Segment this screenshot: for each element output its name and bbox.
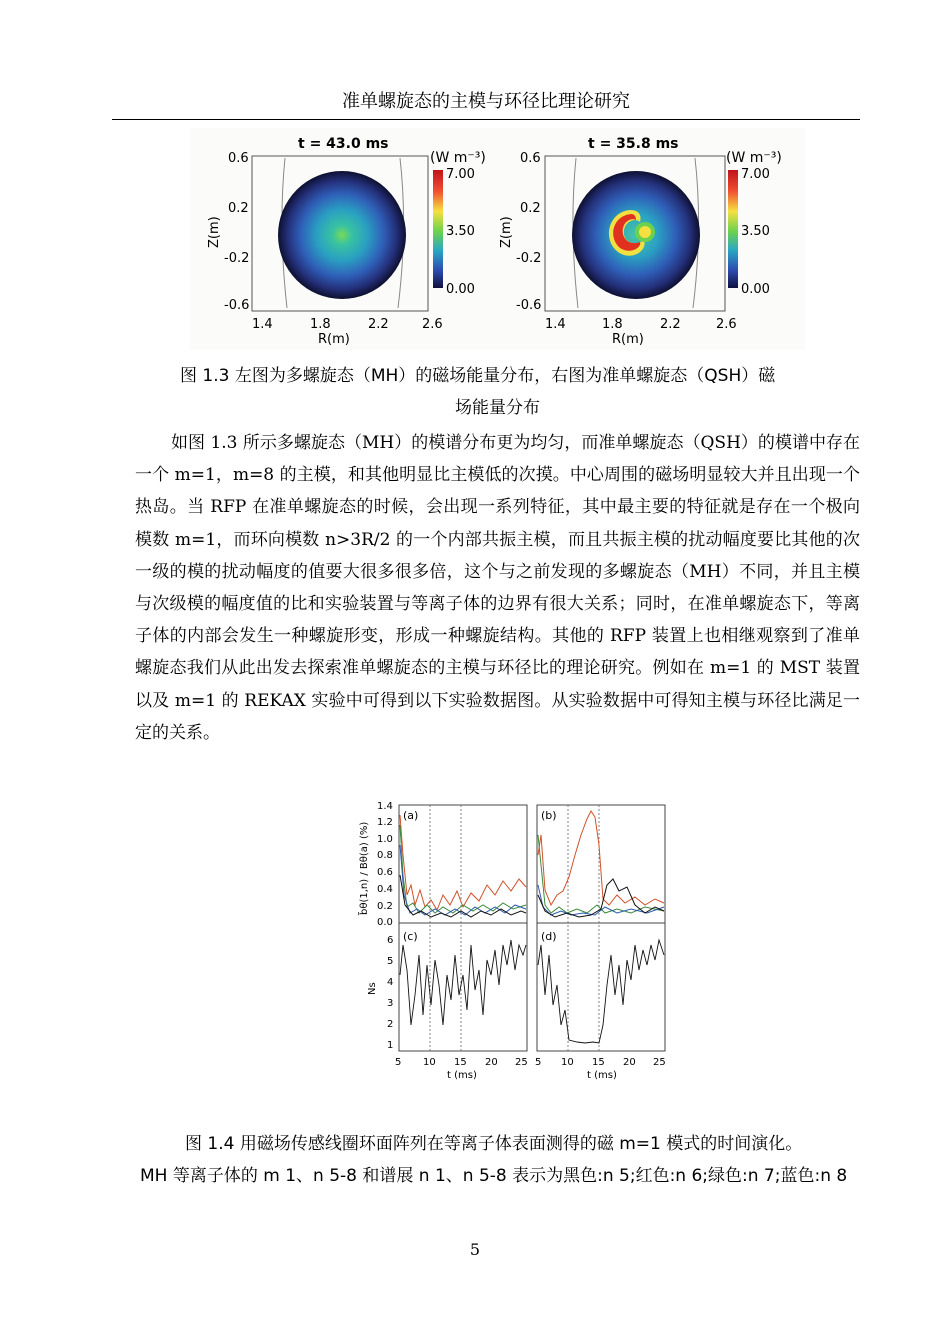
figure-1-4-caption: 图 1.4 用磁场传感线圈环面阵列在等离子体表面测得的磁 m=1 模式的时间演化。 <box>185 1134 803 1154</box>
xtick: 2.2 <box>368 317 389 332</box>
mh-time-label: t = 43.0 ms <box>298 136 389 152</box>
xtick: 2.2 <box>660 317 681 332</box>
ytick: 0.6 <box>228 151 249 166</box>
colorbar-unit: (W m⁻³) <box>726 150 782 166</box>
ytick-bottom: 6 <box>387 935 394 946</box>
panel-label-b: (b) <box>541 809 557 822</box>
figure-1-3 <box>190 128 805 350</box>
colorbar-tick: 0.00 <box>741 282 770 297</box>
header-rule <box>112 119 860 120</box>
x-axis-label: R(m) <box>612 332 644 347</box>
xtick: 1.8 <box>602 317 623 332</box>
panel-label-d: (d) <box>541 930 557 943</box>
ytick-top: 0.4 <box>377 884 393 895</box>
qsh-time-label: t = 35.8 ms <box>588 136 679 152</box>
figure-1-3-caption: 图 1.3 左图为多螺旋态（MH）的磁场能量分布，右图为准单螺旋态（QSH）磁 <box>180 366 776 386</box>
xtick: 5 <box>395 1057 402 1068</box>
xtick: 10 <box>423 1057 436 1068</box>
ytick-top: 0.8 <box>377 850 393 861</box>
ytick: -0.2 <box>516 251 542 266</box>
colorbar-tick: 3.50 <box>446 224 475 239</box>
x-axis-label: t (ms) <box>587 1070 617 1080</box>
colorbar <box>433 170 443 288</box>
colorbar-tick: 7.00 <box>446 167 475 182</box>
colorbar-tick: 0.00 <box>446 282 475 297</box>
panel-label-a: (a) <box>403 809 419 822</box>
ytick: -0.2 <box>224 251 250 266</box>
y-axis-label-bottom: Ns <box>367 982 378 995</box>
xtick: 20 <box>623 1057 636 1068</box>
x-axis-label: R(m) <box>318 332 350 347</box>
colorbar <box>728 170 738 288</box>
figure-1-3-caption-cont: 场能量分布 <box>455 398 540 418</box>
xtick: 2.6 <box>422 317 443 332</box>
ytick: 0.6 <box>520 151 541 166</box>
xtick: 5 <box>535 1057 542 1068</box>
ytick-bottom: 2 <box>387 1019 394 1030</box>
ytick-top: 1.2 <box>377 817 393 828</box>
paragraph: 如图 1.3 所示多螺旋态（MH）的模谱分布更为均匀，而准单螺旋态（QSH）的模谱中存在一个 m=1，m=8 的主模，和其他明显比主模低的次摸。中心周围的磁场明显较大并且出现一个热岛。当 RFP 在准单螺旋态的时候，会出现一系列特征，其中最主要的特征就是存在一个极向模数 m=1，而环向模数 n>3R/2 的一个内部共振主模，而且共振主模的扰动幅度要比其他的次一级的模的扰动幅度的值要大很多很多倍，这个与之前发现的多螺旋态（MH）不同，并且主模与次级模的幅度值的比和实验装置与等离子体的边界有很大关系；同时，在准单螺旋态下，等离子体的内部会发生一种螺旋形变，形成一种螺旋结构。其他的 RFP 装置上也相继观察到了准单螺旋态我们从此出发去探索准单螺旋态的主模与环径比的理论研究。例如在 m=1 的 MST 装置以及 m=1 的 REKAX 实验中可得到以下实验数据图。从实验数据中可得知主模与环径比满足一定的关系。 <box>135 433 860 743</box>
ytick-bottom: 1 <box>387 1040 394 1051</box>
colorbar-tick: 7.00 <box>741 167 770 182</box>
xtick: 1.4 <box>252 317 273 332</box>
xtick: 1.8 <box>310 317 331 332</box>
ytick: -0.6 <box>224 298 250 313</box>
ytick-top: 0.0 <box>377 917 393 928</box>
xtick: 15 <box>592 1057 605 1068</box>
xtick: 25 <box>653 1057 666 1068</box>
ytick-top: 1.4 <box>377 801 393 812</box>
mh-energy-map <box>278 171 406 299</box>
xtick: 15 <box>454 1057 467 1068</box>
y-axis-label-top: b̃θ(1,n) / Bθ(a) (%) <box>359 821 370 915</box>
y-axis-label: Z(m) <box>499 216 514 248</box>
ytick-top: 1.0 <box>377 834 393 845</box>
ytick-bottom: 5 <box>387 956 394 967</box>
colorbar-tick: 3.50 <box>741 224 770 239</box>
ytick-bottom: 3 <box>387 998 394 1009</box>
xtick: 25 <box>515 1057 528 1068</box>
ytick-bottom: 4 <box>387 977 394 988</box>
colorbar-unit: (W m⁻³) <box>430 150 486 166</box>
ytick-top: 0.2 <box>377 901 393 912</box>
ytick: -0.6 <box>516 298 542 313</box>
panel-label-c: (c) <box>403 930 418 943</box>
xtick: 10 <box>561 1057 574 1068</box>
xtick: 2.6 <box>716 317 737 332</box>
ytick: 0.2 <box>228 201 249 216</box>
y-axis-label: Z(m) <box>207 216 222 248</box>
ytick: 0.2 <box>520 201 541 216</box>
xtick: 1.4 <box>545 317 566 332</box>
body-text <box>135 427 860 749</box>
ytick-top: 0.6 <box>377 867 393 878</box>
x-axis-label: t (ms) <box>447 1070 477 1080</box>
figure-1-4-caption-cont: MH 等离子体的 m 1、n 5-8 和谱展 n 1、n 5-8 表示为黑色:n 5;红色:n 6;绿色:n 7;蓝色:n 8 <box>140 1166 848 1186</box>
figure-1-4 <box>355 795 673 1080</box>
xtick: 20 <box>485 1057 498 1068</box>
running-header: 准单螺旋态的主模与环径比理论研究 <box>342 91 630 112</box>
page-number: 5 <box>469 1240 481 1259</box>
